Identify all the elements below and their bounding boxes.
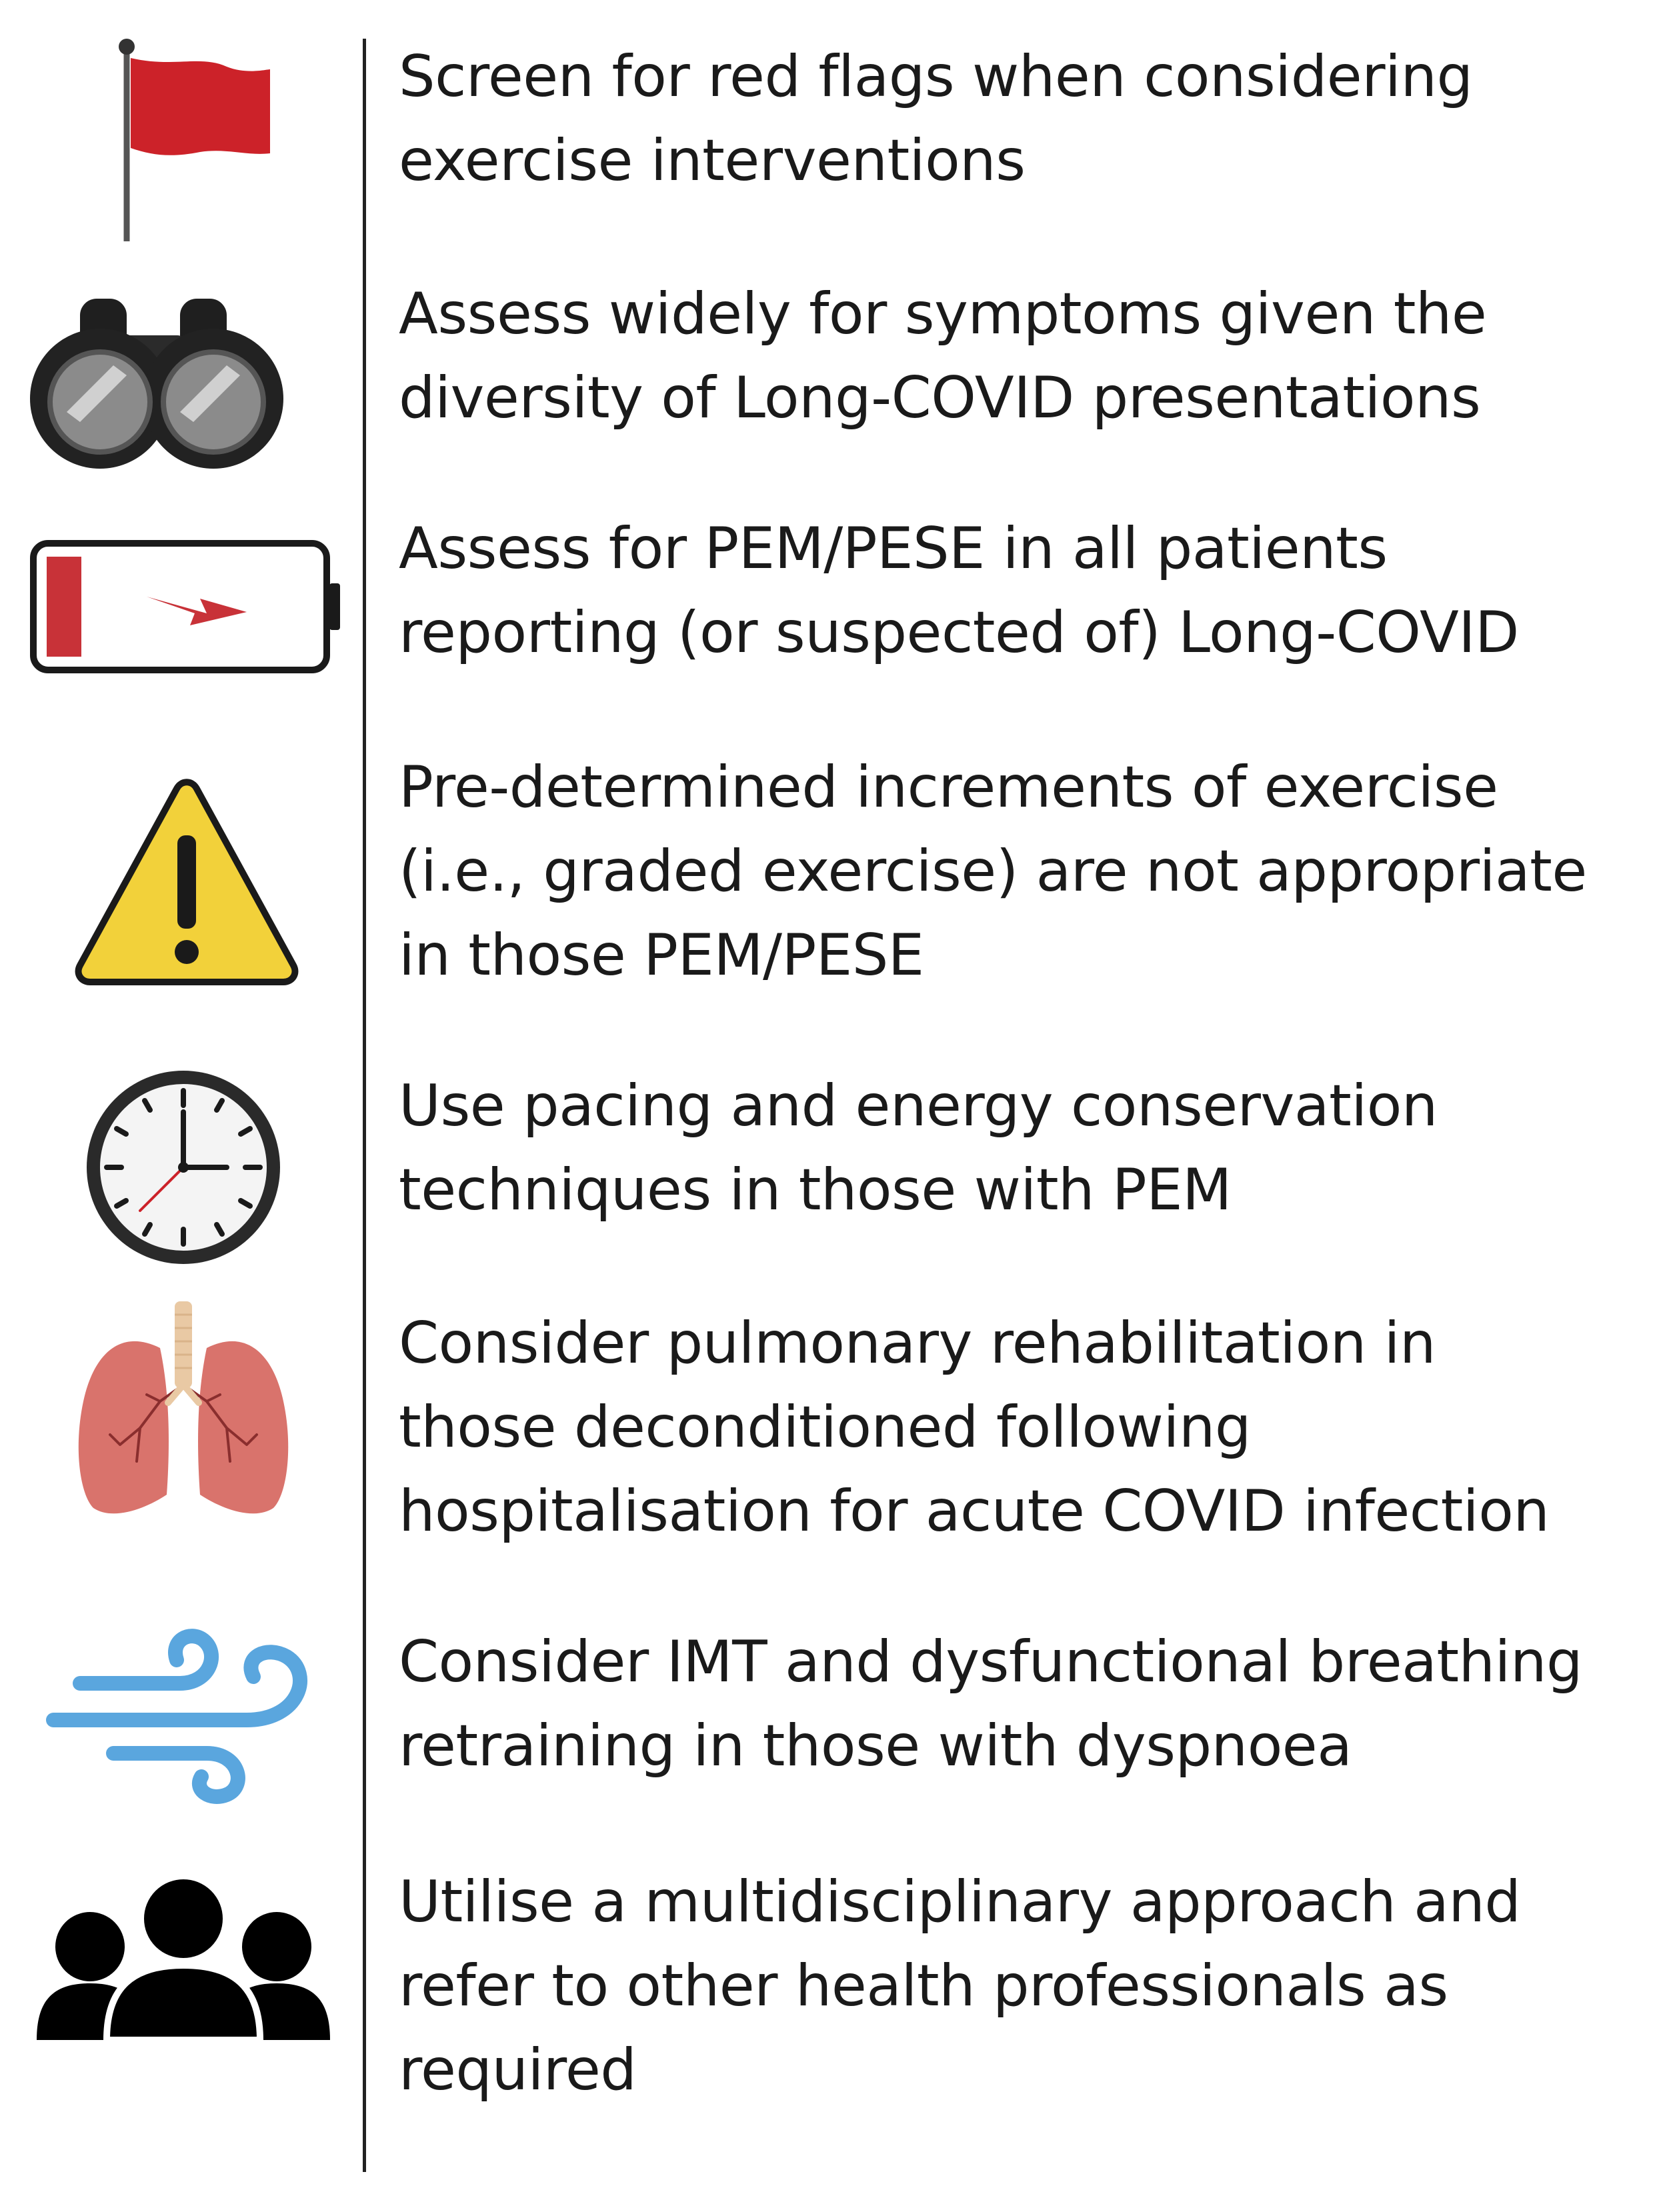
recommendation-line: reporting (or suspected of) Long-COVID bbox=[399, 599, 1519, 666]
clock-icon bbox=[27, 1064, 340, 1271]
recommendation-line: Consider pulmonary rehabilitation in bbox=[399, 1310, 1436, 1377]
recommendation-line: required bbox=[399, 2037, 637, 2103]
recommendation-text bbox=[399, 1860, 1652, 2112]
recommendation-line: exercise interventions bbox=[399, 127, 1026, 194]
recommendation-line: Assess widely for symptoms given the bbox=[399, 281, 1487, 347]
warning-icon bbox=[27, 772, 340, 992]
recommendation-line: techniques in those with PEM bbox=[399, 1157, 1232, 1223]
recommendation-pacing bbox=[0, 1064, 1667, 1271]
recommendation-imt-breathing bbox=[0, 1620, 1667, 1820]
recommendation-pulmonary-rehab bbox=[0, 1301, 1667, 1568]
recommendation-graded-exercise bbox=[0, 745, 1667, 1012]
recommendation-line: retraining in those with dyspnoea bbox=[399, 1713, 1352, 1779]
recommendation-line: Screen for red flags when considering bbox=[399, 43, 1473, 110]
recommendation-line: Pre-determined increments of exercise bbox=[399, 754, 1498, 821]
recommendation-text bbox=[399, 1064, 1652, 1232]
recommendation-line: those deconditioned following bbox=[399, 1394, 1251, 1461]
low-battery-icon bbox=[27, 533, 340, 680]
recommendation-assess-symptoms bbox=[0, 272, 1667, 472]
recommendation-text bbox=[399, 745, 1652, 997]
recommendation-line: in those PEM/PESE bbox=[399, 922, 924, 989]
recommendation-line: (i.e., graded exercise) are not appropriate bbox=[399, 838, 1587, 905]
recommendation-line: Consider IMT and dysfunctional breathing bbox=[399, 1629, 1583, 1695]
recommendation-text bbox=[399, 507, 1652, 675]
wind-icon bbox=[27, 1620, 340, 1807]
red-flag-icon bbox=[27, 35, 340, 255]
people-group-icon bbox=[27, 1873, 340, 2040]
recommendation-text bbox=[399, 272, 1652, 440]
binoculars-icon bbox=[27, 272, 340, 472]
recommendation-multidisciplinary bbox=[0, 1860, 1667, 2127]
recommendation-text bbox=[399, 1301, 1652, 1553]
recommendation-text bbox=[399, 35, 1652, 203]
recommendation-red-flags bbox=[0, 35, 1667, 255]
recommendation-line: diversity of Long-COVID presentations bbox=[399, 365, 1481, 431]
recommendation-assess-pem bbox=[0, 507, 1667, 700]
recommendation-line: refer to other health professionals as bbox=[399, 1953, 1448, 2019]
recommendation-line: Use pacing and energy conservation bbox=[399, 1073, 1438, 1139]
recommendation-line: Utilise a multidisciplinary approach and bbox=[399, 1869, 1521, 1935]
recommendation-text bbox=[399, 1620, 1652, 1788]
recommendation-line: hospitalisation for acute COVID infection bbox=[399, 1478, 1550, 1545]
recommendation-line: Assess for PEM/PESE in all patients bbox=[399, 515, 1388, 582]
lungs-icon bbox=[27, 1301, 340, 1528]
